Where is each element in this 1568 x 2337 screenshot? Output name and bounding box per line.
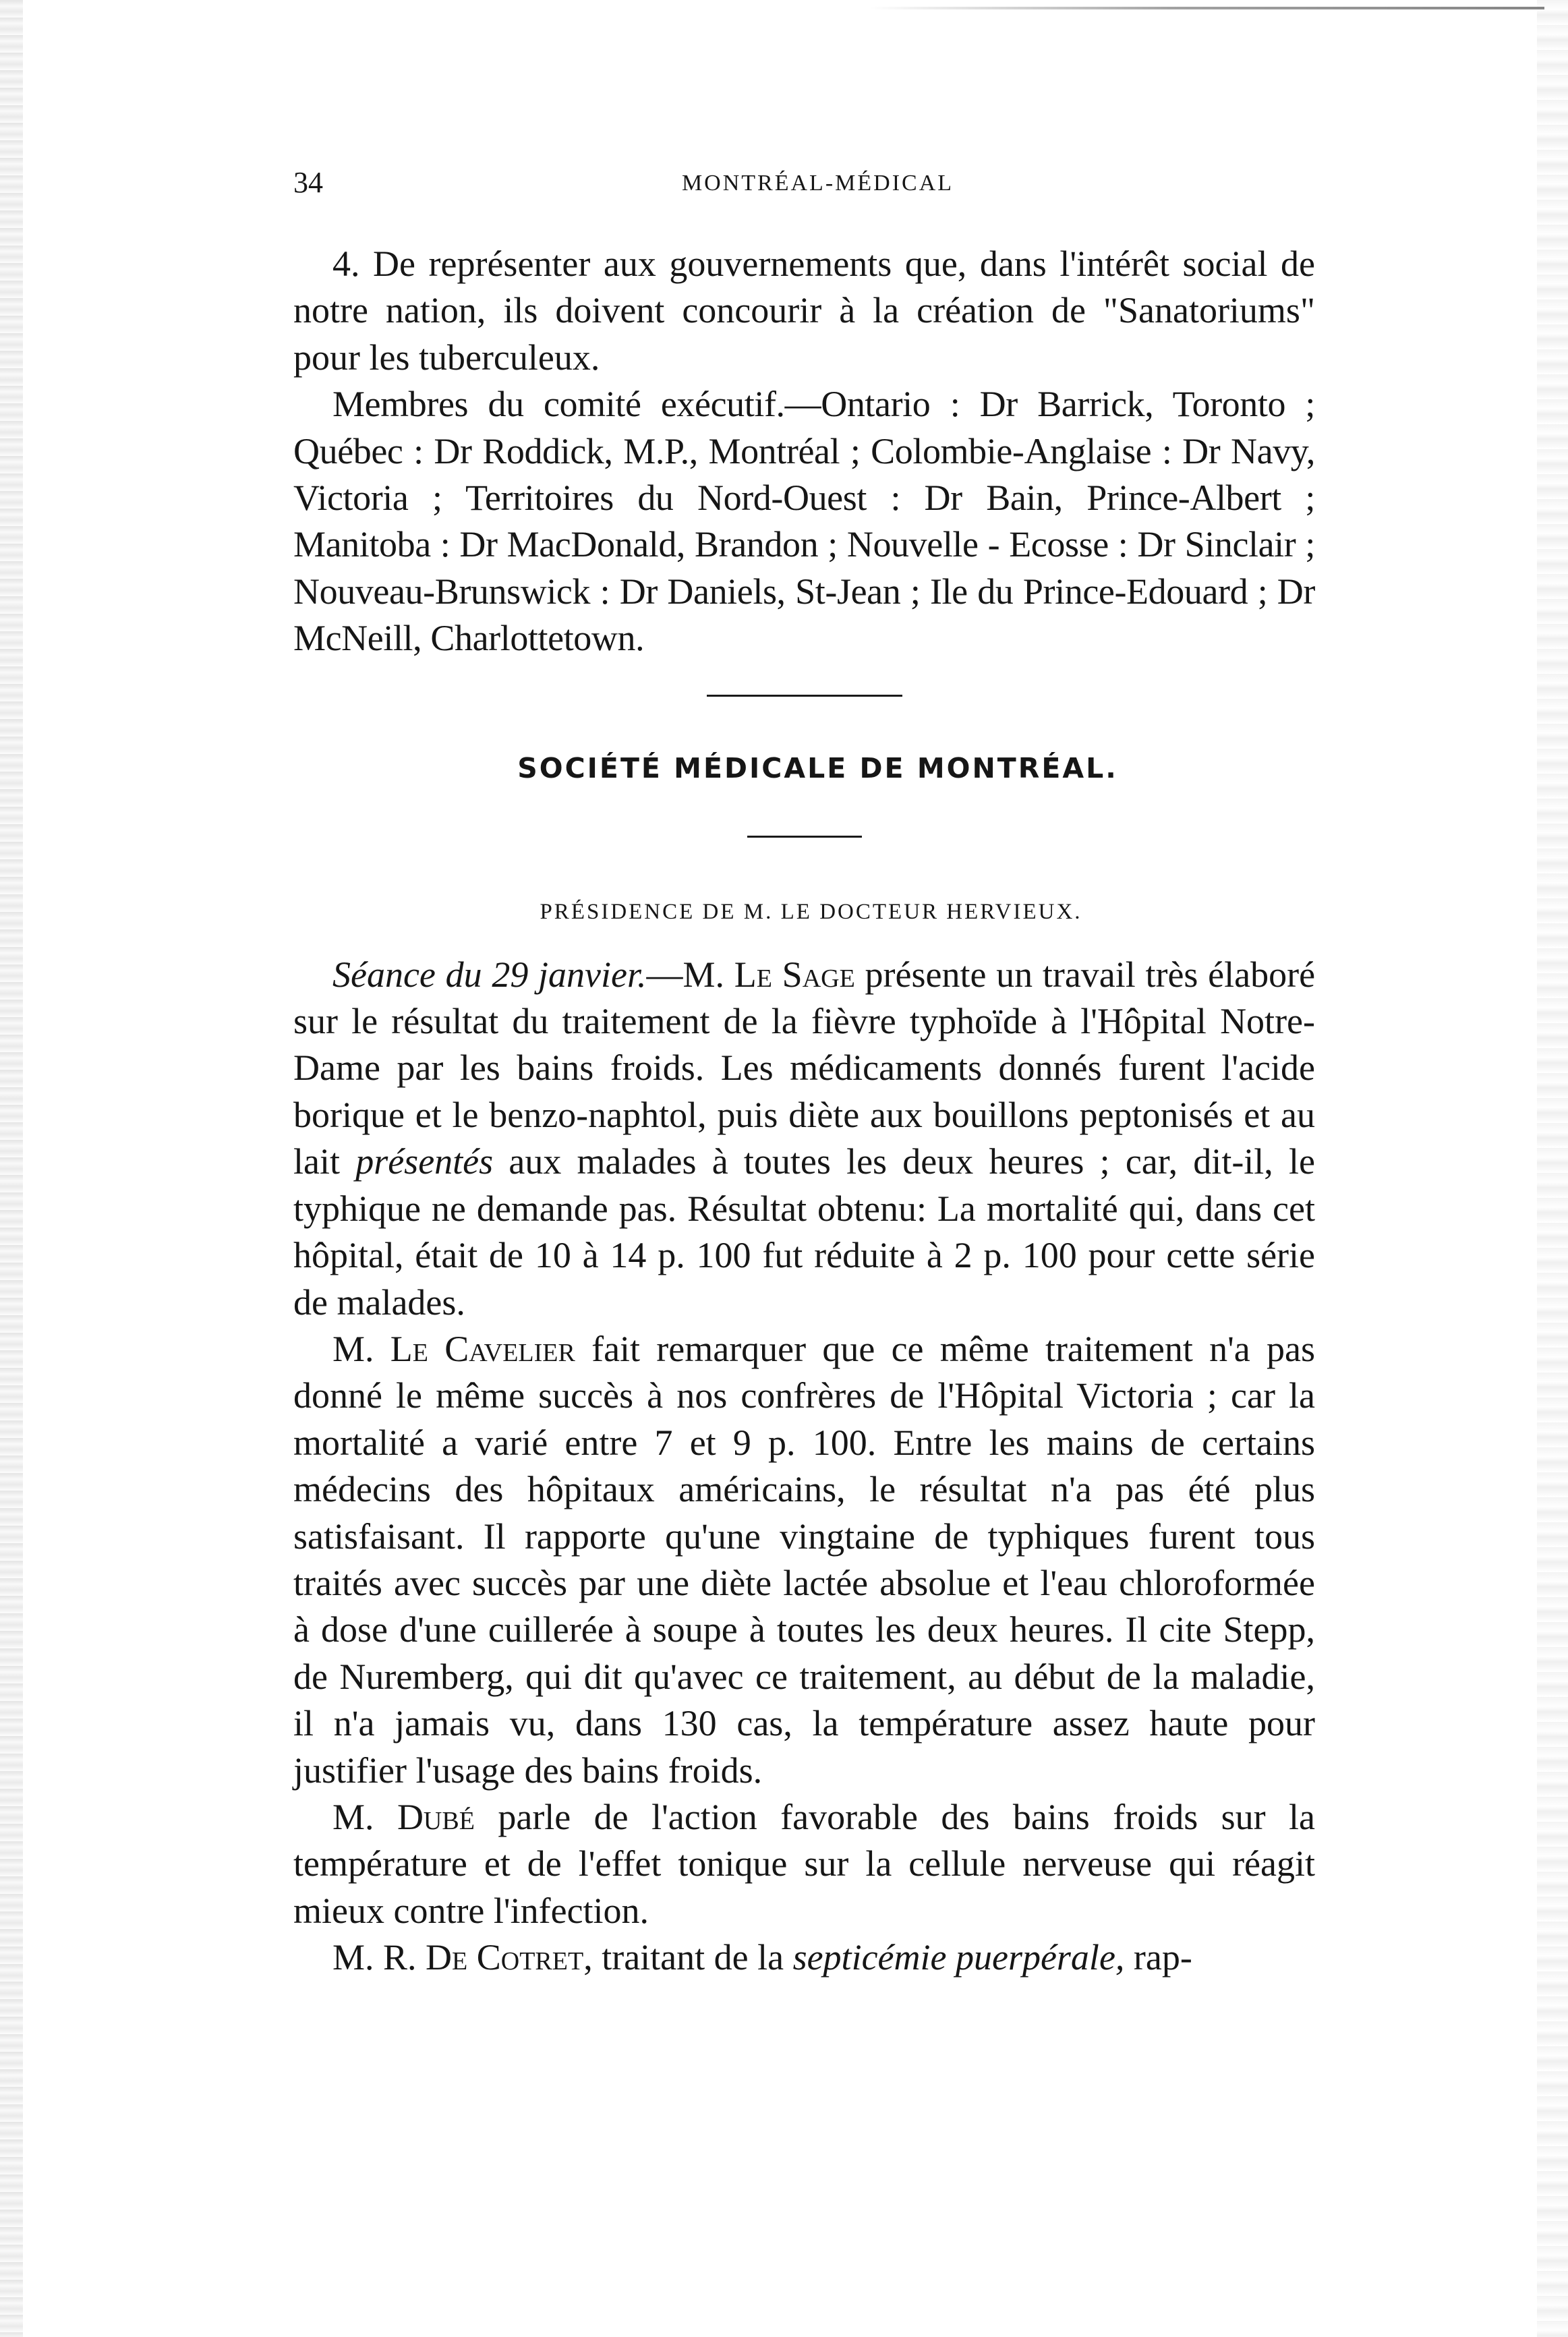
speaker-name: De Cotret — [426, 1937, 584, 1978]
paragraph-dube: M. Dubé parle de l'action favorable des bains froids sur la température et de l'effet tonique sur la cellule nerveuse qui réagit mieux contre l'infection. — [293, 1796, 1316, 1931]
running-head — [293, 165, 1315, 206]
emphasis: présentés — [355, 1141, 494, 1182]
scan-top-artifact — [870, 7, 1544, 9]
emphasis: septicémie puerpérale, — [792, 1937, 1125, 1978]
paragraph-executive-committee: Membres du comité exécutif.—Ontario : Dr Barrick, Toronto ; Québec : Dr Roddick, M.P., Montréal ; Colombie-Anglaise : Dr Navy, Victoria ; Territoires du Nord-Ouest : Dr Bain, Prince-Albert ; Manitoba : Dr MacDonald, Brandon ; Nouvelle - Ecosse : Dr Sinclair ; Nouveau-Brunswick : Dr Daniels, St-Jean ; Ile du Prince-Edouard ; Dr McNeill, Charlottetown. — [293, 384, 1315, 659]
presidence-line: PRÉSIDENCE DE M. LE DOCTEUR HERVIEUX. — [540, 899, 1082, 924]
speaker-name: Le Cavelier — [390, 1328, 575, 1369]
paragraph-item-4: 4. De représenter aux gouvernements que, dans l'intérêt social de notre nation, ils doivent concourir à la création de "Sanatoriums" pour les tuberculeux. — [293, 243, 1315, 378]
paragraph-le-cavelier: M. Le Cavelier fait remarquer que ce même traitement n'a pas donné le même succès à nos confrères de l'Hôpital Victoria ; car la mortalité a varié entre 7 et 9 p. 100. Entre les mains de certains médecins des hôpitaux américains, le résultat n'a pas été plus satisfaisant. Il rapporte qu'une vingtaine de typhiques furent tous traités avec succès par une diète lactée absolue et l'eau chloroformée à dose d'une cuillerée à soupe à toutes les deux heures. Il cite Stepp, de Nuremberg, qui dit qu'avec ce traitement, au début de la maladie, il n'a jamais vu, dans 130 cas, la température assez haute pour justifier l'usage des bains froids. — [293, 1328, 1316, 1791]
speaker-name: Le Sage — [734, 954, 855, 995]
scan-binding-edge — [0, 0, 23, 2337]
page-number: 34 — [293, 166, 323, 199]
journal-title: MONTRÉAL-MÉDICAL — [681, 171, 954, 196]
title-divider — [747, 836, 862, 838]
scan-right-edge — [1537, 0, 1568, 2337]
section-title: SOCIÉTÉ MÉDICALE DE MONTRÉAL. — [517, 751, 1118, 784]
paragraph-le-sage: Séance du 29 janvier.—M. Le Sage présente un travail très élaboré sur le résultat du traitement de la fièvre typhoïde à l'Hôpital Notre-Dame par les bains froids. Les médicaments donnés furent l'acide borique et le benzo-naphtol, puis diète aux bouillons peptonisés et au lait présentés aux malades à toutes les deux heures ; car, dit-il, le typhique ne demande pas. Résultat obtenu: La mortalité qui, dans cet hôpital, était de 10 à 14 p. 100 fut réduite à 2 p. 100 pour cette série de malades. — [293, 954, 1316, 1323]
page — [293, 165, 1315, 1982]
section-divider — [707, 695, 902, 697]
paragraph-de-cotret: M. R. De Cotret, traitant de la septicémie puerpérale, rap- — [332, 1937, 1192, 1978]
seance-date: Séance du 29 janvier. — [332, 954, 647, 995]
speaker-name: Dubé — [397, 1796, 475, 1837]
